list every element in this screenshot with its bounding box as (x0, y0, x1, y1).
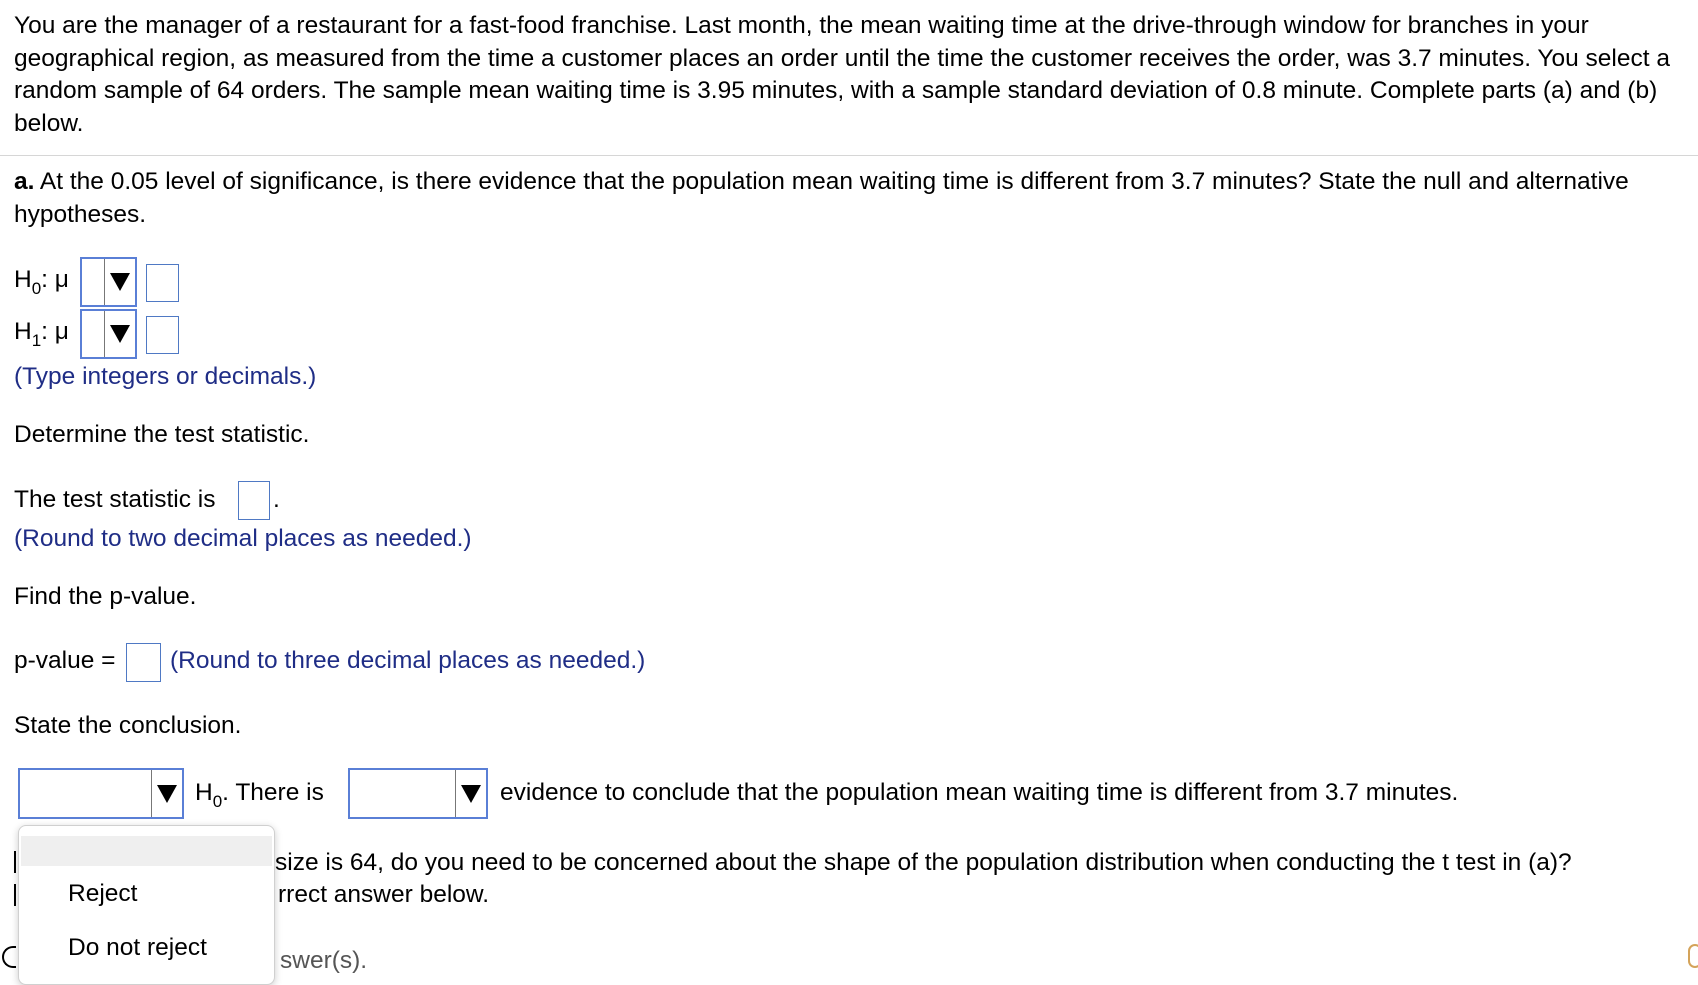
pvalue-input[interactable] (126, 643, 161, 682)
test-stat-text: The test statistic is (14, 486, 216, 513)
part-a-question (14, 166, 1694, 231)
part-b-marker-1 (14, 851, 16, 873)
test-stat-period: . (273, 486, 280, 513)
h0-label (14, 266, 69, 298)
chevron-down-icon (110, 325, 130, 343)
test-stat-prompt: Determine the test statistic. (14, 421, 310, 448)
h0-mu: : μ (41, 266, 69, 293)
part-b-marker-3 (2, 946, 16, 968)
problem-intro: You are the manager of a restaurant for a fast-food franchise. Last month, the mean waiting time at the drive-through window for branches in your geographical region, as measured from the time a customer places an order until the time the customer receives the order, was 3.7 minutes. You select a random sample of 64 orders. The sample mean waiting time is 3.95 minutes, with a sample standard deviation of 0.8 minute. Complete parts (a) and (b) below. (14, 12, 1670, 137)
h0-value-input[interactable] (146, 264, 179, 302)
chevron-down-icon (110, 273, 130, 291)
h1-label (14, 318, 69, 350)
h0-operator-dropdown[interactable] (80, 257, 137, 307)
h1-mu: : μ (41, 318, 69, 345)
evidence-dropdown-arrow (455, 770, 486, 817)
h1-letter: H (14, 318, 32, 345)
h0-subscript: 0 (31, 279, 42, 298)
evidence-dropdown[interactable] (348, 768, 488, 819)
h1-operator-dropdown[interactable] (80, 309, 137, 359)
pvalue-prompt: Find the p-value. (14, 583, 197, 610)
conclusion-h0 (195, 779, 324, 811)
h1-dropdown-arrow (104, 311, 135, 357)
test-stat-input[interactable] (238, 481, 270, 520)
conclusion-prompt: State the conclusion. (14, 712, 242, 739)
part-b-line-3: swer(s). (280, 947, 368, 974)
conclusion-mid-text: . There is (222, 779, 324, 806)
divider (0, 155, 1698, 156)
chevron-down-icon (157, 785, 177, 803)
dropdown-option-reject[interactable]: Reject (68, 880, 138, 907)
reject-dropdown-menu (18, 825, 275, 985)
hypothesis-hint: (Type integers or decimals.) (14, 363, 317, 390)
reject-decision-dropdown[interactable] (18, 768, 184, 819)
part-b-marker-2 (14, 884, 16, 906)
part-b-line-1: size is 64, do you need to be concerned about the shape of the population distribution when conducting the t test in (a)? (275, 849, 1572, 876)
dropdown-option-do-not-reject[interactable]: Do not reject (68, 934, 207, 961)
conclusion-h-letter: H (195, 779, 213, 806)
part-a-label: a. (14, 168, 35, 195)
part-a-text: At the 0.05 level of significance, is there evidence that the population mean waiting time is different from 3.7 minutes? State the null and alternative hypotheses. (14, 168, 1629, 228)
h1-subscript: 1 (31, 331, 42, 350)
dropdown-option-blank[interactable] (21, 836, 272, 866)
conclusion-h-subscript: 0 (212, 792, 223, 811)
test-stat-line (14, 486, 216, 514)
conclusion-end-text: evidence to conclude that the population mean waiting time is different from 3.7 minutes. (500, 779, 1459, 806)
scroll-indicator (1688, 944, 1698, 968)
part-b-line-2: rrect answer below. (278, 881, 490, 908)
h0-letter: H (14, 266, 32, 293)
chevron-down-icon (461, 785, 481, 803)
pvalue-hint: (Round to three decimal places as needed.) (170, 647, 646, 674)
h1-value-input[interactable] (146, 316, 179, 354)
test-stat-hint: (Round to two decimal places as needed.) (14, 525, 472, 552)
pvalue-label: p-value = (14, 647, 116, 674)
h0-dropdown-arrow (104, 259, 135, 305)
reject-dropdown-arrow (151, 770, 182, 817)
